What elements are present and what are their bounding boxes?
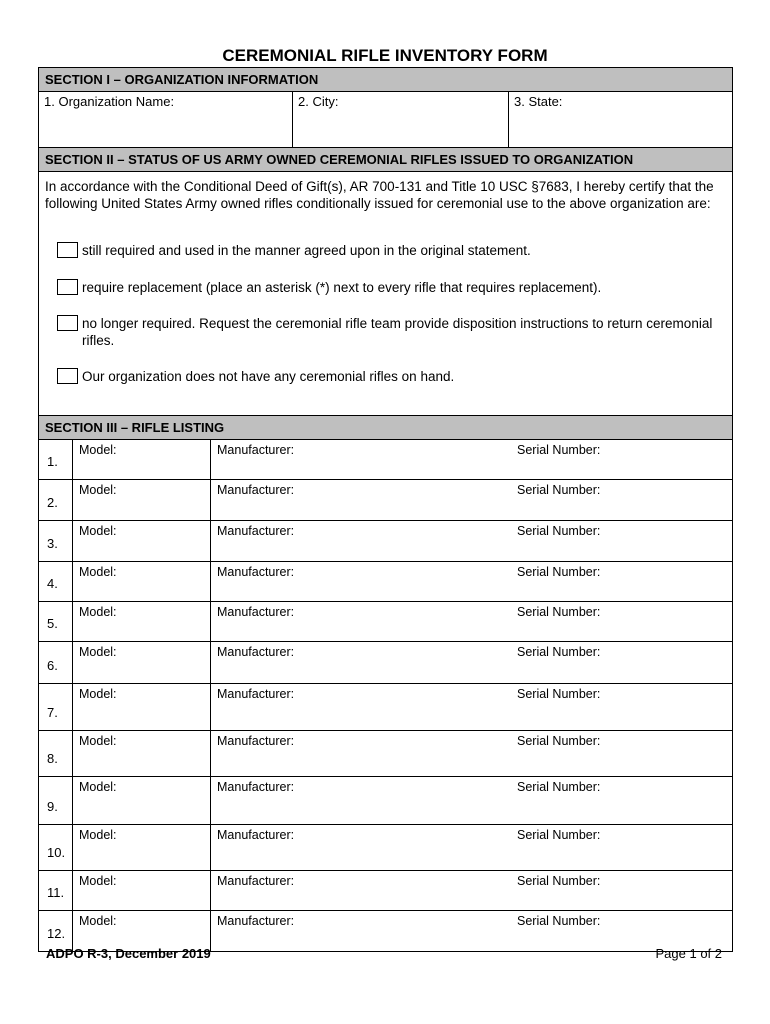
city-field[interactable] bbox=[292, 92, 508, 147]
rifle-row-number-text: 4. bbox=[47, 576, 58, 591]
serial-number-label: Serial Number: bbox=[517, 605, 601, 619]
model-label: Model: bbox=[79, 914, 117, 928]
serial-number-label: Serial Number: bbox=[517, 874, 601, 888]
rifle-row bbox=[39, 562, 732, 602]
serial-number-label: Serial Number: bbox=[517, 483, 601, 497]
rifle-row bbox=[39, 871, 732, 911]
serial-number-field[interactable] bbox=[511, 602, 732, 641]
rifle-row bbox=[39, 642, 732, 684]
rifle-row-number bbox=[39, 684, 73, 730]
manufacturer-field[interactable] bbox=[211, 825, 511, 870]
rifle-row-number bbox=[39, 562, 73, 601]
rifle-row bbox=[39, 825, 732, 871]
status-option-required bbox=[57, 242, 724, 259]
manufacturer-field[interactable] bbox=[211, 777, 511, 824]
require-replacement-label: require replacement (place an asterisk (*) next to every rifle that requires replacement). bbox=[82, 280, 602, 295]
serial-number-field[interactable] bbox=[511, 521, 732, 561]
model-label: Model: bbox=[79, 483, 117, 497]
serial-number-label: Serial Number: bbox=[517, 828, 601, 842]
rifle-row bbox=[39, 731, 732, 777]
manufacturer-label: Manufacturer: bbox=[217, 645, 295, 659]
manufacturer-field[interactable] bbox=[211, 562, 511, 601]
manufacturer-label: Manufacturer: bbox=[217, 443, 295, 457]
model-field[interactable] bbox=[73, 731, 211, 776]
no-rifles-on-hand-checkbox[interactable] bbox=[57, 368, 78, 384]
manufacturer-field[interactable] bbox=[211, 521, 511, 561]
model-label: Model: bbox=[79, 605, 117, 619]
serial-number-label: Serial Number: bbox=[517, 645, 601, 659]
model-field[interactable] bbox=[73, 521, 211, 561]
manufacturer-field[interactable] bbox=[211, 871, 511, 910]
model-field[interactable] bbox=[73, 480, 211, 520]
rifle-row-number bbox=[39, 440, 73, 479]
section-2-heading: SECTION II – STATUS OF US ARMY OWNED CEREMONIAL RIFLES ISSUED TO ORGANIZATION bbox=[39, 148, 732, 172]
rifle-listing-table bbox=[39, 440, 732, 951]
manufacturer-field[interactable] bbox=[211, 684, 511, 730]
rifle-row-number-text: 8. bbox=[47, 751, 58, 766]
rifle-row bbox=[39, 911, 732, 951]
section-1-heading: SECTION I – ORGANIZATION INFORMATION bbox=[39, 68, 732, 92]
rifle-row-number bbox=[39, 911, 73, 951]
still-required-checkbox[interactable] bbox=[57, 242, 78, 258]
manufacturer-label: Manufacturer: bbox=[217, 524, 295, 538]
form-body bbox=[38, 67, 733, 952]
serial-number-label: Serial Number: bbox=[517, 780, 601, 794]
manufacturer-field[interactable] bbox=[211, 911, 511, 951]
certification-text: In accordance with the Conditional Deed of Gift(s), AR 700-131 and Title 10 USC §7683, I hereby certify that the following United States Army owned rifles conditionally issued for ceremonial use to the above organization are: bbox=[45, 179, 714, 211]
no-longer-required-checkbox[interactable] bbox=[57, 315, 78, 331]
state-field[interactable] bbox=[508, 92, 732, 147]
rifle-row bbox=[39, 684, 732, 731]
serial-number-field[interactable] bbox=[511, 777, 732, 824]
model-field[interactable] bbox=[73, 911, 211, 951]
model-label: Model: bbox=[79, 734, 117, 748]
rifle-row-number-text: 11. bbox=[47, 885, 65, 900]
rifle-row-number-text: 1. bbox=[47, 454, 58, 469]
rifle-row-number-text: 2. bbox=[47, 495, 58, 510]
manufacturer-label: Manufacturer: bbox=[217, 605, 295, 619]
rifle-row-number bbox=[39, 480, 73, 520]
serial-number-field[interactable] bbox=[511, 642, 732, 683]
serial-number-label: Serial Number: bbox=[517, 565, 601, 579]
manufacturer-field[interactable] bbox=[211, 480, 511, 520]
manufacturer-label: Manufacturer: bbox=[217, 828, 295, 842]
model-field[interactable] bbox=[73, 440, 211, 479]
rifle-row-number bbox=[39, 731, 73, 776]
serial-number-field[interactable] bbox=[511, 871, 732, 910]
model-field[interactable] bbox=[73, 684, 211, 730]
form-title: CEREMONIAL RIFLE INVENTORY FORM bbox=[222, 46, 548, 65]
rifle-row-number-text: 10. bbox=[47, 845, 66, 860]
status-option-replacement bbox=[57, 279, 724, 296]
rifle-row-number-text: 7. bbox=[47, 705, 58, 720]
manufacturer-label: Manufacturer: bbox=[217, 780, 295, 794]
model-label: Model: bbox=[79, 645, 117, 659]
model-label: Model: bbox=[79, 874, 117, 888]
serial-number-field[interactable] bbox=[511, 911, 732, 951]
rifle-row bbox=[39, 480, 732, 521]
manufacturer-label: Manufacturer: bbox=[217, 687, 295, 701]
state-label: 3. State: bbox=[514, 94, 563, 109]
rifle-row-number-text: 5. bbox=[47, 616, 58, 631]
model-label: Model: bbox=[79, 780, 117, 794]
no-longer-required-label: no longer required. Request the ceremonial rifle team provide disposition instructions to return ceremonial rifles. bbox=[82, 316, 713, 348]
organization-info-row bbox=[39, 92, 732, 148]
serial-number-label: Serial Number: bbox=[517, 687, 601, 701]
manufacturer-field[interactable] bbox=[211, 602, 511, 641]
rifle-row bbox=[39, 521, 732, 562]
organization-name-label: 1. Organization Name: bbox=[44, 94, 175, 109]
serial-number-label: Serial Number: bbox=[517, 914, 601, 928]
serial-number-field[interactable] bbox=[511, 480, 732, 520]
model-label: Model: bbox=[79, 524, 117, 538]
model-field[interactable] bbox=[73, 642, 211, 683]
manufacturer-field[interactable] bbox=[211, 642, 511, 683]
rifle-row-number-text: 6. bbox=[47, 658, 58, 673]
serial-number-label: Serial Number: bbox=[517, 524, 601, 538]
model-field[interactable] bbox=[73, 602, 211, 641]
rifle-row bbox=[39, 440, 732, 480]
model-field[interactable] bbox=[73, 562, 211, 601]
model-field[interactable] bbox=[73, 871, 211, 910]
manufacturer-label: Manufacturer: bbox=[217, 874, 295, 888]
status-option-none-on-hand bbox=[57, 368, 724, 385]
status-section bbox=[39, 172, 732, 416]
section-3-heading: SECTION III – RIFLE LISTING bbox=[39, 416, 732, 440]
model-label: Model: bbox=[79, 828, 117, 842]
rifle-row-number bbox=[39, 521, 73, 561]
no-rifles-on-hand-label: Our organization does not have any ceremonial rifles on hand. bbox=[82, 369, 455, 384]
rifle-row-number bbox=[39, 777, 73, 824]
model-field[interactable] bbox=[73, 825, 211, 870]
rifle-row bbox=[39, 777, 732, 825]
form-identifier: ADPO R-3, December 2019 bbox=[46, 946, 211, 961]
rifle-row-number bbox=[39, 871, 73, 910]
rifle-row-number-text: 9. bbox=[47, 799, 58, 814]
organization-name-field[interactable] bbox=[39, 92, 292, 147]
manufacturer-label: Manufacturer: bbox=[217, 734, 295, 748]
rifle-row-number bbox=[39, 825, 73, 870]
serial-number-field[interactable] bbox=[511, 440, 732, 479]
serial-number-field[interactable] bbox=[511, 684, 732, 730]
serial-number-field[interactable] bbox=[511, 562, 732, 601]
manufacturer-label: Manufacturer: bbox=[217, 483, 295, 497]
manufacturer-label: Manufacturer: bbox=[217, 914, 295, 928]
manufacturer-label: Manufacturer: bbox=[217, 565, 295, 579]
model-label: Model: bbox=[79, 443, 117, 457]
manufacturer-field[interactable] bbox=[211, 440, 511, 479]
rifle-row-number bbox=[39, 602, 73, 641]
rifle-row-number-text: 3. bbox=[47, 536, 58, 551]
model-label: Model: bbox=[79, 565, 117, 579]
model-label: Model: bbox=[79, 687, 117, 701]
status-option-not-required bbox=[57, 315, 724, 349]
rifle-row bbox=[39, 602, 732, 642]
page-number: Page 1 of 2 bbox=[655, 946, 722, 961]
serial-number-label: Serial Number: bbox=[517, 443, 601, 457]
serial-number-label: Serial Number: bbox=[517, 734, 601, 748]
serial-number-field[interactable] bbox=[511, 825, 732, 870]
city-label: 2. City: bbox=[298, 94, 339, 109]
manufacturer-field[interactable] bbox=[211, 731, 511, 776]
rifle-row-number-text: 12. bbox=[47, 926, 66, 941]
still-required-label: still required and used in the manner agreed upon in the original statement. bbox=[82, 243, 531, 258]
model-field[interactable] bbox=[73, 777, 211, 824]
rifle-row-number bbox=[39, 642, 73, 683]
require-replacement-checkbox[interactable] bbox=[57, 279, 78, 295]
serial-number-field[interactable] bbox=[511, 731, 732, 776]
